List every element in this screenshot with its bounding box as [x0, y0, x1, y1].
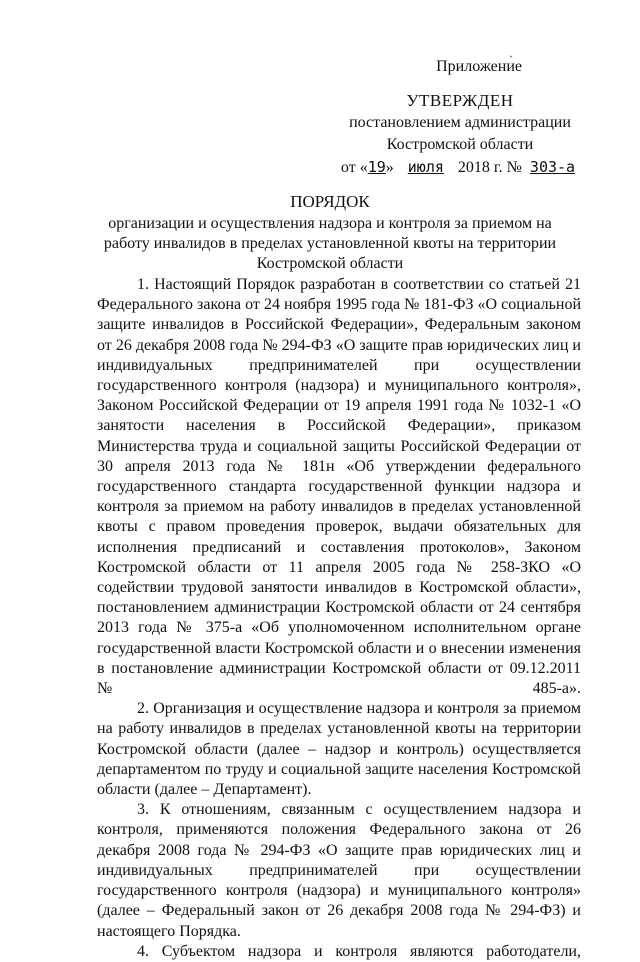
- handwritten-day: 19: [367, 158, 386, 176]
- paragraph-2: 2. Организация и осуществление надзора и контроля за приемом на работу инвалидов в пределах установленной квоты на территории Костромской области (далее – надзор и контроль) осуществляется департаментом по труду и социальной защите населения Костромской области (далее – Департамент).: [97, 700, 581, 799]
- date-year: 2018 г. №: [457, 159, 522, 176]
- approval-line-2: Костромской области: [386, 136, 534, 153]
- approval-line-1: постановлением администрации: [349, 114, 571, 131]
- title-subtitle: организации и осуществления надзора и контроля за приемом на работу инвалидов в пределах установленной квоты на территории Костромской области: [103, 215, 557, 272]
- appendix-label: Приложение: [436, 58, 522, 75]
- date-prefix: от «: [340, 159, 368, 176]
- handwritten-number: 303-а: [529, 158, 576, 176]
- paragraph-3: 3. К отношениям, связанным с осуществлением надзора и контроля, применяются положения Федерального закона от 26 декабря 2008 года № 294-ФЗ «О защите прав юридических лиц и индивидуальных предпринимателей при осуществлении государственного контроля (надзора) и муниципального контроля» (далее – Федеральный закон от 26 декабря 2008 года № 294-ФЗ) и настоящего Порядка.: [97, 801, 581, 940]
- handwritten-month: июля: [407, 158, 444, 176]
- approval-block: [340, 56, 580, 179]
- date-mid: »: [385, 159, 394, 176]
- approved-heading: УТВЕРЖДЕН: [406, 91, 514, 110]
- stray-mark: ˏ: [509, 44, 513, 58]
- approval-date-line: [340, 156, 580, 179]
- title-heading: ПОРЯДОК: [290, 192, 370, 211]
- paragraph-1: 1. Настоящий Порядок разработан в соответствии со статьей 21 Федерального закона от 24 ноября 1995 года № 181-ФЗ «О социальной защите инвалидов в Российской Федерации», Федеральным законом от 26 декабря 2008 года № 294-ФЗ «О защите прав юридических лиц и индивидуальных предпринимателей при осуществлении государственного контроля (надзора) и муниципального контроля», Законом Российской Федерации от 19 апреля 1991 года № 1032-1 «О занятости населения в Российской Федерации», приказом Министерства труда и социальной защиты Российской Федерации от 30 апреля 2013 года № 181н «Об утверждении федерального государственного стандарта государственной функции надзора и контроля за приемом на работу инвалидов в пределах установленной квоты с правом проведения проверок, выдачи обязательных для исполнения предписаний и составления протоколов», Законом Костромской области от 11 апреля 2005 года № 258-ЗКО «О содействии трудовой занятости инвалидов в Костромской области», постановлением администрации Костромской области от 24 сентября 2013 года № 375-а «Об уполномоченном исполнительном органе государственной власти Костромской области и о внесении изменения в постановление администрации Костромской области от 09.12.2011 № 485-а».: [97, 276, 581, 698]
- paragraph-4: 4. Субъектом надзора и контроля являются работодатели,: [137, 942, 581, 960]
- document-body: [97, 275, 581, 962]
- document-title: [90, 192, 570, 274]
